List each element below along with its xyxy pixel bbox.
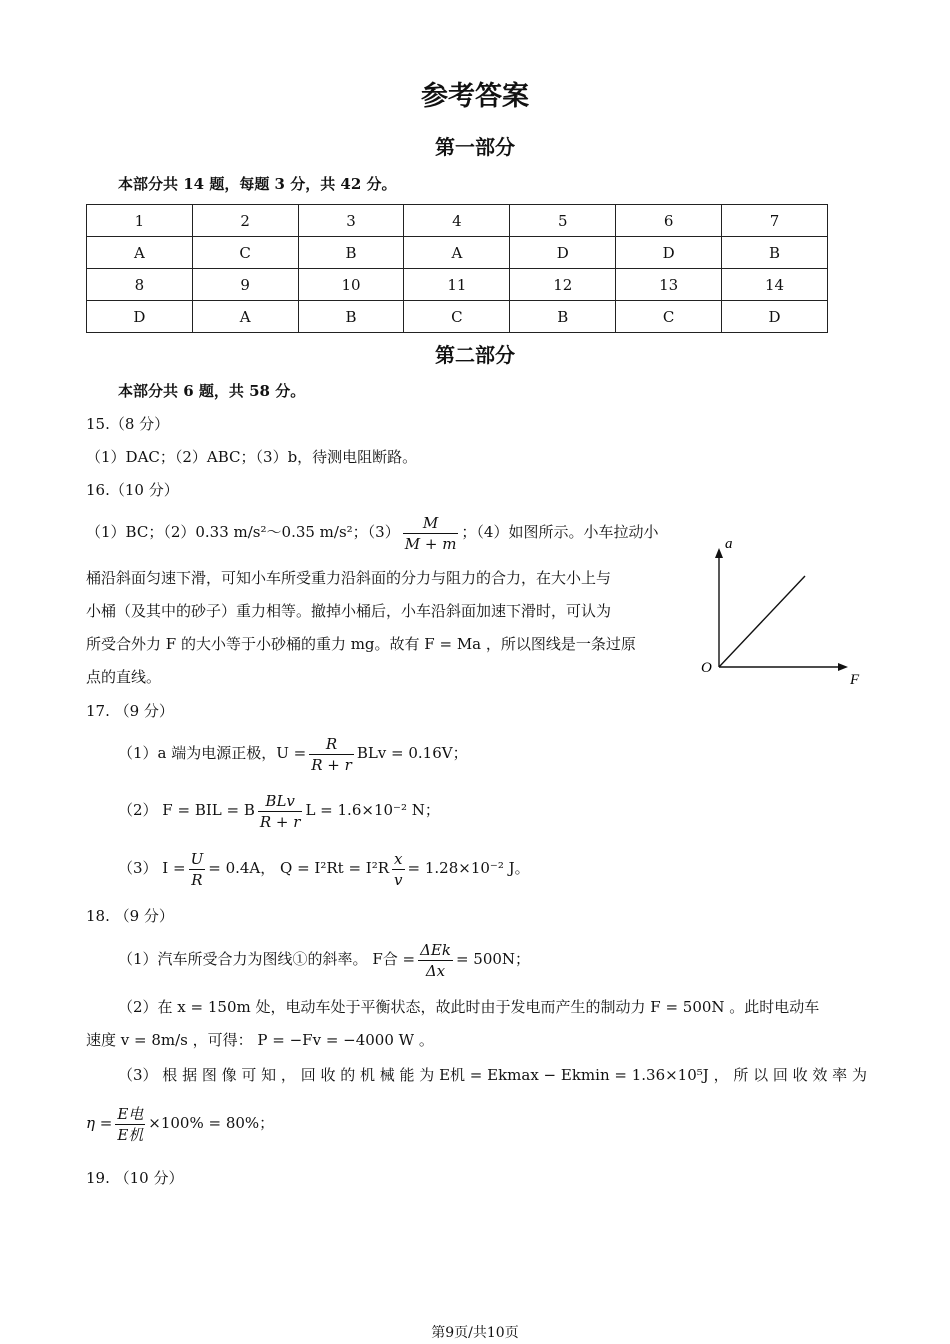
table-cell: 12 <box>510 269 616 301</box>
q16-frac-num: M <box>403 513 459 534</box>
q17-p2-den: R + r <box>259 812 301 831</box>
table-row <box>87 237 828 269</box>
q16-line1 <box>86 511 658 554</box>
q18-p2a: （2）在 x = 150m 处，电动车处于平衡状态，故此时由于发电而产生的制动力 F = 500N 。此时电动车 <box>118 998 820 1016</box>
table-row <box>87 301 828 333</box>
page-title: 参考答案 <box>421 81 529 112</box>
q18-p3-den: E机 <box>117 1125 144 1144</box>
q17-p1-fraction <box>309 734 354 775</box>
q17-p2-fraction <box>258 791 303 832</box>
table-cell: A <box>404 237 510 269</box>
part2-intro: 本部分共 6 题，共 58 分。 <box>118 382 306 400</box>
part2-heading: 第二部分 <box>435 343 515 367</box>
table-cell: D <box>87 301 193 333</box>
q17-p3b: = 0.4A， Q = I²Rt = I²R <box>208 859 390 877</box>
q17-p2 <box>118 789 440 832</box>
q18-p1-fraction <box>418 940 453 981</box>
q17-p3-fraction2 <box>392 849 404 890</box>
part1-heading: 第一部分 <box>435 135 515 159</box>
q15-label: 15.（8 分） <box>86 415 170 433</box>
table-cell: B <box>722 237 828 269</box>
table-cell: 3 <box>298 205 404 237</box>
q18-p3a: （3） 根 据 图 像 可 知 ， 回 收 的 机 械 能 为 E机 = Ekmax − Ekmin = 1.36×10⁵J ， 所 以 回 收 效 率 为 <box>118 1066 867 1084</box>
q16-line1a: （1）BC；（2）0.33 m/s²～0.35 m/s²；（3） <box>86 523 400 541</box>
q18-p3-num: E电 <box>117 1104 144 1123</box>
table-cell: B <box>298 237 404 269</box>
q17-p2-num: BLv <box>258 791 303 812</box>
part1-intro: 本部分共 14 题，每题 3 分，共 42 分。 <box>118 175 397 193</box>
q19-label: 19. （10 分） <box>86 1169 184 1187</box>
q18-label: 18. （9 分） <box>86 907 174 925</box>
table-cell: 2 <box>192 205 298 237</box>
graph-line <box>719 576 805 667</box>
table-cell: 1 <box>87 205 193 237</box>
answer-table <box>86 204 828 333</box>
table-cell: D <box>510 237 616 269</box>
q18-p3b: ×100% = 80%； <box>148 1114 275 1132</box>
q18-p1 <box>118 938 530 981</box>
q17-p2a: （2） F = BIL = B <box>118 801 255 819</box>
q17-p3-num2: x <box>392 849 404 870</box>
table-row <box>87 205 828 237</box>
q17-p3a: （3） I = <box>118 859 186 877</box>
table-cell: 8 <box>87 269 193 301</box>
q17-p3-den2: v <box>394 870 403 889</box>
table-cell: C <box>192 237 298 269</box>
x-arrow-icon <box>838 663 848 671</box>
q16-graph <box>690 530 870 695</box>
q16-fraction <box>403 513 459 554</box>
q18-p1-den: Δx <box>425 961 446 980</box>
q17-p1a: （1）a 端为电源正极，U = <box>118 744 307 762</box>
origin-label: O <box>701 660 712 676</box>
q16-line1b: ；（4）如图所示。小车拉动小 <box>461 523 659 541</box>
y-axis-label: a <box>725 536 733 552</box>
table-cell: 14 <box>722 269 828 301</box>
table-cell: 9 <box>192 269 298 301</box>
page-footer: 第9页/共10页 <box>431 1325 519 1341</box>
q17-p1 <box>118 732 468 775</box>
q15-answer: （1）DAC；（2）ABC；（3）b，待测电阻断路。 <box>86 448 418 466</box>
q18-p1-num: ΔEk <box>420 940 451 959</box>
table-cell: 13 <box>616 269 722 301</box>
q18-p3-lhs: η = <box>86 1114 113 1132</box>
q17-p3c: = 1.28×10⁻² J。 <box>407 859 530 877</box>
table-cell: 4 <box>404 205 510 237</box>
x-axis-label: F <box>850 672 860 688</box>
q17-p2b: L = 1.6×10⁻² N； <box>305 801 440 819</box>
q16-line3: 小桶（及其中的砂子）重力相等。撤掉小桶后，小车沿斜面加速下滑时，可认为 <box>86 602 612 620</box>
q16-line5: 点的直线。 <box>86 668 162 686</box>
q18-p3-fraction <box>115 1104 145 1145</box>
q17-p3-num1: U <box>190 849 204 868</box>
q17-label: 17. （9 分） <box>86 702 174 720</box>
q18-p3 <box>86 1102 274 1145</box>
table-cell: D <box>616 237 722 269</box>
q18-p1b: = 500N； <box>455 950 531 968</box>
table-cell: A <box>87 237 193 269</box>
table-row <box>87 269 828 301</box>
q18-p2b: 速度 v = 8m/s ，可得： P = −Fv = −4000 W 。 <box>86 1031 434 1049</box>
table-cell: C <box>616 301 722 333</box>
table-cell: D <box>722 301 828 333</box>
q17-p1-den: R + r <box>311 755 352 774</box>
q16-label: 16.（10 分） <box>86 481 179 499</box>
table-cell: B <box>510 301 616 333</box>
q17-p1-num: R <box>309 734 354 755</box>
q17-p3-den1: R <box>191 870 203 889</box>
q16-line2: 桶沿斜面匀速下滑，可知小车所受重力沿斜面的分力与阻力的合力，在大小上与 <box>86 569 612 587</box>
y-arrow-icon <box>715 548 723 558</box>
table-cell: B <box>298 301 404 333</box>
table-cell: 11 <box>404 269 510 301</box>
q17-p1b: BLv = 0.16V； <box>356 744 468 762</box>
table-cell: A <box>192 301 298 333</box>
table-cell: 7 <box>722 205 828 237</box>
table-cell: 5 <box>510 205 616 237</box>
q16-frac-den: M + m <box>404 534 457 553</box>
q16-line4: 所受合外力 F 的大小等于小砂桶的重力 mg。故有 F = Ma ，所以图线是一条过原 <box>86 635 636 653</box>
q17-p3-fraction1 <box>189 849 206 890</box>
table-cell: 10 <box>298 269 404 301</box>
q18-p1a: （1）汽车所受合力为图线①的斜率。 F合 = <box>118 950 416 968</box>
q17-p3 <box>118 847 530 890</box>
table-cell: C <box>404 301 510 333</box>
table-cell: 6 <box>616 205 722 237</box>
